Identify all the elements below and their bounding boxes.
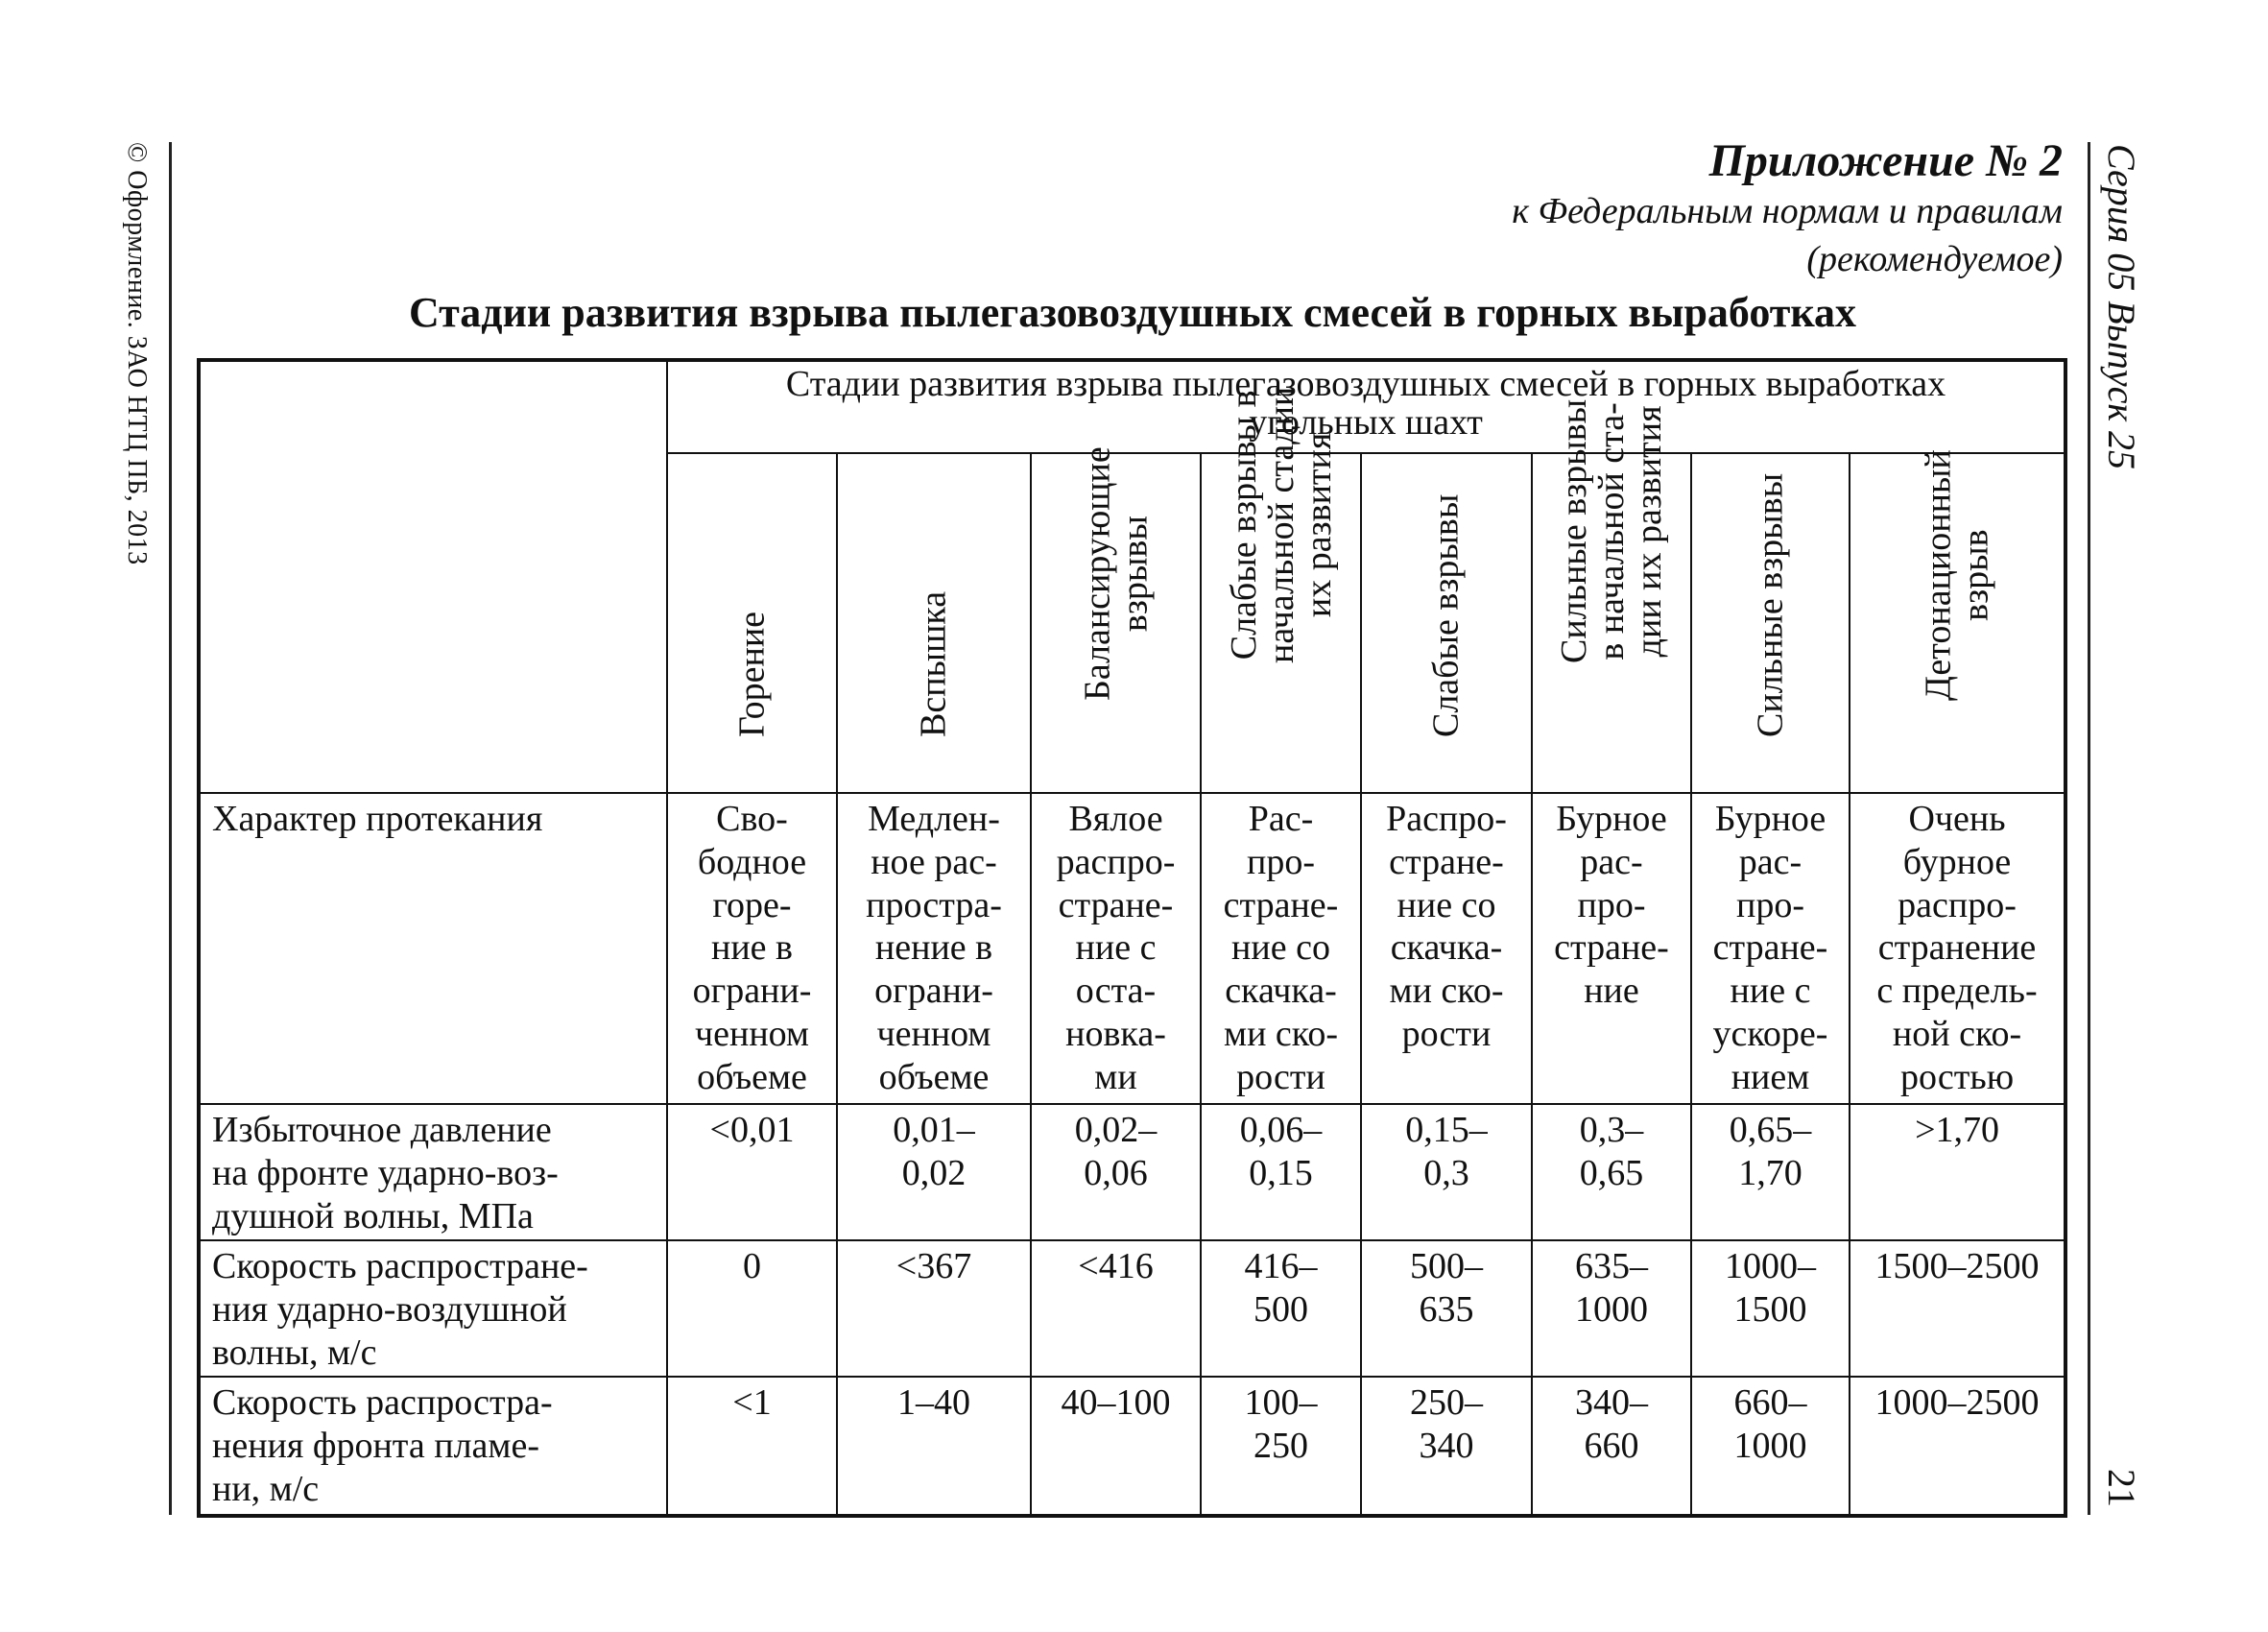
table-cell: Очень бурное распро- странение с предель- ной ско- ростью [1850,793,2065,1104]
table-cell: Медлен- ное рас- простра- нение в ограни- ченном объеме [837,793,1031,1104]
group-header-text: Стадии развития взрыва пылегазовоздушных смесей в горных выработках угольных шахт [785,364,1946,443]
table-cell: 635– 1000 [1532,1240,1691,1377]
table-cell: 1500–2500 [1850,1240,2065,1377]
table-cell: Бурное рас- про- стране- ние [1532,793,1691,1104]
appendix-subtitle: к Федеральным нормам и правилам [1512,191,2063,231]
table-row [199,1240,2065,1377]
appendix-recommended: (рекомендуемое) [1806,239,2063,279]
table-cell: 40–100 [1031,1377,1201,1516]
table-cell: Вялое распро- стране- ние с оста- новка- ми [1031,793,1201,1104]
table-cell: <367 [837,1240,1031,1377]
table-cell: 340– 660 [1532,1377,1691,1516]
row-label: Скорость распростра- нения фронта пламе- ни, м/с [199,1377,667,1516]
table-row [199,1377,2065,1516]
page-number: 21 [2100,1469,2143,1507]
table-cell: 0,65– 1,70 [1691,1104,1850,1240]
row-label: Скорость распростране- ния ударно-воздушной волны, м/с [199,1240,667,1377]
column-header [1850,448,2065,793]
series-margin-text: Серия 05 Выпуск 25 [2100,144,2143,470]
table-cell: 500– 635 [1361,1240,1532,1377]
column-header-text: Слабые взрывы [1425,493,1467,738]
table-cell: 1000– 1500 [1691,1240,1850,1377]
group-header-cell [667,360,2065,453]
table-cell: 0,01– 0,02 [837,1104,1031,1240]
table-cell: 416– 500 [1201,1240,1361,1377]
column-header [1691,453,1850,793]
appendix-title: Приложение № 2 [1708,135,2063,186]
page-title: Стадии развития взрыва пылегазовоздушных смесей в горных выработках [408,289,1857,336]
right-margin-rule [2088,142,2090,1515]
table-cell: <1 [667,1377,837,1516]
table-cell: 0,15– 0,3 [1361,1104,1532,1240]
column-header-text: Слабые взрывы в начальной стадии их развития [1223,386,1338,663]
table-cell: Сво- бодное горе- ние в ограни- ченном объеме [667,793,837,1104]
column-header [1201,386,1361,793]
table-cell: 0 [667,1240,837,1377]
table-cell: 100– 250 [1201,1377,1361,1516]
table-cell: <0,01 [667,1104,837,1240]
table-cell: Бурное рас- про- стране- ние с ускоре- нием [1691,793,1850,1104]
column-header [1031,445,1201,793]
table-row [199,793,2065,1104]
table-cell: 0,02– 0,06 [1031,1104,1201,1240]
table-cell: <416 [1031,1240,1201,1377]
table-cell: 660– 1000 [1691,1377,1850,1516]
row-label: Характер протекания [199,793,667,1104]
table-cell: 1000–2500 [1850,1377,2065,1516]
column-header [1532,398,1691,793]
column-header [837,453,1031,793]
table-cell: 1–40 [837,1377,1031,1516]
column-header-text: Горение [731,612,773,738]
copyright-margin-text: © Оформление. ЗАО НТЦ ПБ, 2013 [122,142,152,565]
table-row [199,1104,2065,1240]
column-header-text: Сильные взрывы [1750,473,1791,738]
table-cell: Рас- про- стране- ние со скачка- ми ско- рости [1201,793,1361,1104]
row-label: Избыточное давление на фронте ударно-воз- душной волны, МПа [199,1104,667,1240]
table-cell: 0,3– 0,65 [1532,1104,1691,1240]
table-cell: Распро- стране- ние со скачка- ми ско- рости [1361,793,1532,1104]
table-cell: 0,06– 0,15 [1201,1104,1361,1240]
column-header-text: Детонационный взрыв [1918,448,1996,701]
table-cell: >1,70 [1850,1104,2065,1240]
left-margin-rule [169,142,172,1515]
column-header-text: Балансирующие взрывы [1076,445,1155,701]
table-cell: 250– 340 [1361,1377,1532,1516]
column-header-text: Вспышка [913,591,954,738]
header-corner-cell [199,360,667,793]
column-header-text: Сильные взрывы в начальной ста- дии их развития [1553,398,1669,663]
column-header [1361,453,1532,793]
explosion-stages-table [197,358,2067,1518]
column-header [667,453,837,793]
